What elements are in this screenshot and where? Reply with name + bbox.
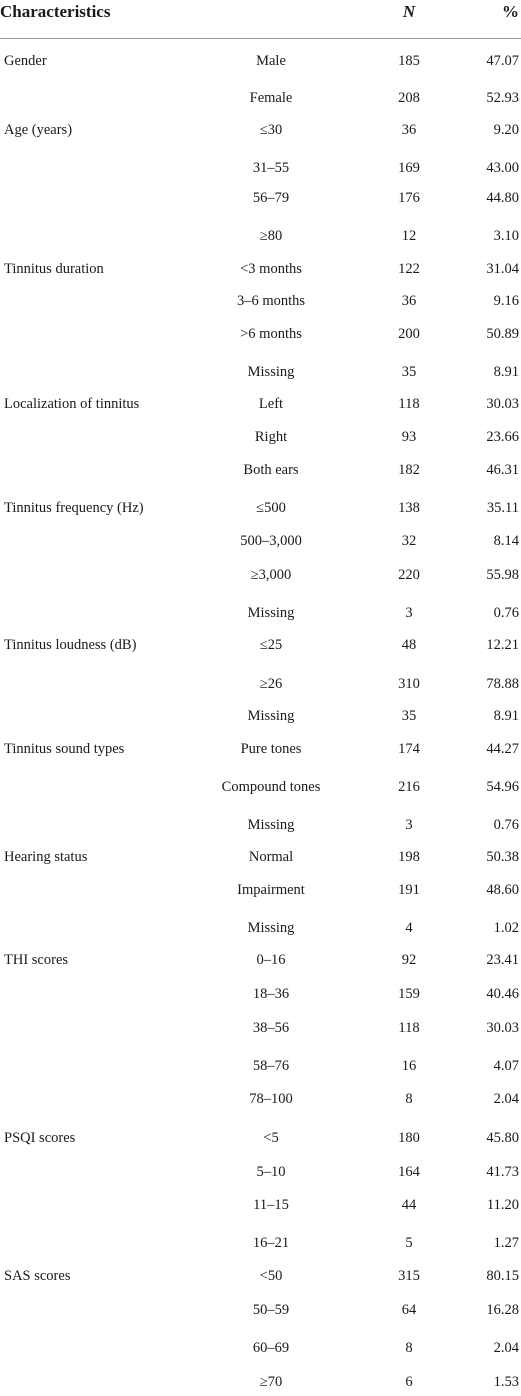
cell-category: Compound tones <box>221 779 321 795</box>
table-row <box>0 741 521 763</box>
cell-category: 18–36 <box>252 986 290 1002</box>
cell-category: 38–56 <box>252 1020 290 1036</box>
cell-n: 16 <box>401 1058 417 1074</box>
cell-category: <50 <box>259 1268 283 1284</box>
cell-n: 93 <box>401 429 417 445</box>
cell-n: 185 <box>398 53 420 69</box>
table-row <box>0 1091 521 1113</box>
table-row <box>0 1130 521 1152</box>
cell-n: 174 <box>398 741 420 757</box>
table-row <box>0 882 521 904</box>
table-row <box>0 122 521 144</box>
cell-n: 164 <box>398 1164 420 1180</box>
cell-category: >6 months <box>240 326 302 342</box>
cell-characteristic: Tinnitus loudness (dB) <box>4 637 137 653</box>
cell-category: Missing <box>247 817 295 833</box>
cell-n: 216 <box>398 779 420 795</box>
cell-n: 159 <box>398 986 420 1002</box>
header-percent: % <box>502 2 519 21</box>
cell-category: Male <box>256 53 286 69</box>
cell-category: Missing <box>247 605 295 621</box>
cell-percent: 35.11 <box>486 500 519 516</box>
cell-category: Left <box>258 396 284 412</box>
cell-percent: 41.73 <box>486 1164 519 1180</box>
cell-n: 118 <box>398 396 420 412</box>
table-row <box>0 849 521 871</box>
table-row <box>0 708 521 730</box>
cell-percent: 9.20 <box>493 122 519 138</box>
table-row <box>0 462 521 484</box>
cell-characteristic: Hearing status <box>4 849 88 865</box>
cell-percent: 12.21 <box>486 637 519 653</box>
cell-percent: 1.02 <box>493 920 519 936</box>
cell-n: 48 <box>401 637 417 653</box>
cell-percent: 2.04 <box>493 1340 519 1356</box>
cell-category: 0–16 <box>256 952 286 968</box>
cell-percent: 3.10 <box>493 228 519 244</box>
cell-category: Missing <box>247 920 295 936</box>
cell-percent: 8.91 <box>493 364 519 380</box>
cell-n: 220 <box>398 567 420 583</box>
table-row <box>0 676 521 698</box>
cell-percent: 50.38 <box>486 849 519 865</box>
table-row <box>0 1058 521 1080</box>
table-row <box>0 920 521 942</box>
cell-category: 11–15 <box>253 1197 289 1213</box>
table-row <box>0 779 521 801</box>
table-header <box>0 0 521 32</box>
cell-n: 208 <box>398 90 420 106</box>
table-row <box>0 500 521 522</box>
cell-percent: 30.03 <box>486 1020 519 1036</box>
cell-category: 500–3,000 <box>240 533 302 549</box>
cell-percent: 54.96 <box>486 779 519 795</box>
cell-percent: 80.15 <box>486 1268 519 1284</box>
cell-percent: 1.53 <box>493 1374 519 1390</box>
cell-characteristic: Tinnitus duration <box>4 261 104 277</box>
cell-percent: 0.76 <box>493 817 519 833</box>
cell-percent: 55.98 <box>486 567 519 583</box>
cell-characteristic: Localization of tinnitus <box>4 396 140 412</box>
cell-category: ≤25 <box>259 637 283 653</box>
cell-percent: 52.93 <box>486 90 519 106</box>
table-row <box>0 1340 521 1362</box>
table-row <box>0 293 521 315</box>
cell-percent: 30.03 <box>486 396 519 412</box>
cell-percent: 50.89 <box>486 326 519 342</box>
cell-characteristic: PSQI scores <box>4 1130 76 1146</box>
cell-characteristic: Tinnitus sound types <box>4 741 125 757</box>
cell-percent: 47.07 <box>486 53 519 69</box>
table-row <box>0 364 521 386</box>
cell-percent: 43.00 <box>486 160 519 176</box>
cell-n: 35 <box>401 364 417 380</box>
cell-n: 315 <box>398 1268 420 1284</box>
cell-category: 56–79 <box>252 190 290 206</box>
cell-n: 35 <box>401 708 417 724</box>
cell-category: Normal <box>248 849 294 865</box>
cell-n: 169 <box>398 160 420 176</box>
table-row <box>0 1164 521 1186</box>
table-row <box>0 605 521 627</box>
table-row <box>0 90 521 112</box>
cell-category: <3 months <box>240 261 302 277</box>
cell-n: 310 <box>398 676 420 692</box>
cell-category: ≥3,000 <box>250 567 292 583</box>
cell-percent: 31.04 <box>486 261 519 277</box>
cell-category: Impairment <box>237 882 305 898</box>
cell-category: ≤500 <box>256 500 286 516</box>
cell-category: ≥80 <box>259 228 283 244</box>
cell-category: 31–55 <box>252 160 290 176</box>
cell-n: 36 <box>401 293 417 309</box>
cell-percent: 8.14 <box>493 533 519 549</box>
table-row <box>0 637 521 659</box>
header-characteristics: Characteristics <box>0 2 111 21</box>
cell-percent: 44.80 <box>486 190 519 206</box>
cell-category: 50–59 <box>252 1302 290 1318</box>
cell-category: Female <box>249 90 293 106</box>
cell-category: 3–6 months <box>236 293 306 309</box>
cell-percent: 46.31 <box>486 462 519 478</box>
table-row <box>0 1302 521 1324</box>
cell-percent: 44.27 <box>486 741 519 757</box>
cell-category: Missing <box>247 708 295 724</box>
cell-characteristic: SAS scores <box>4 1268 71 1284</box>
cell-n: 200 <box>398 326 420 342</box>
table-row <box>0 1020 521 1042</box>
table-row <box>0 1235 521 1257</box>
cell-percent: 11.20 <box>486 1197 519 1213</box>
cell-category: Both ears <box>243 462 299 478</box>
cell-n: 3 <box>405 605 413 621</box>
header-divider <box>0 38 521 39</box>
cell-n: 32 <box>401 533 417 549</box>
cell-percent: 2.04 <box>493 1091 519 1107</box>
cell-n: 36 <box>401 122 417 138</box>
cell-category: ≥70 <box>259 1374 283 1390</box>
cell-category: 78–100 <box>249 1091 293 1107</box>
cell-percent: 4.07 <box>493 1058 519 1074</box>
cell-category: 60–69 <box>252 1340 290 1356</box>
cell-characteristic: Age (years) <box>4 122 73 138</box>
table-row <box>0 1197 521 1219</box>
cell-n: 5 <box>405 1235 413 1251</box>
table-row <box>0 190 521 212</box>
cell-n: 44 <box>401 1197 417 1213</box>
table-row <box>0 952 521 974</box>
cell-characteristic: Gender <box>4 53 47 69</box>
cell-n: 176 <box>398 190 420 206</box>
table-row <box>0 1374 521 1396</box>
cell-n: 6 <box>405 1374 413 1390</box>
cell-percent: 16.28 <box>486 1302 519 1318</box>
cell-n: 12 <box>401 228 417 244</box>
cell-percent: 78.88 <box>486 676 519 692</box>
table-row <box>0 429 521 451</box>
cell-n: 182 <box>398 462 420 478</box>
table-row <box>0 326 521 348</box>
cell-n: 4 <box>405 920 413 936</box>
cell-n: 8 <box>405 1340 413 1356</box>
cell-n: 138 <box>398 500 420 516</box>
cell-percent: 23.66 <box>486 429 519 445</box>
header-n: N <box>402 2 416 21</box>
cell-characteristic: Tinnitus frequency (Hz) <box>4 500 144 516</box>
table-row <box>0 533 521 555</box>
cell-n: 118 <box>398 1020 420 1036</box>
cell-category: ≤30 <box>259 122 283 138</box>
cell-percent: 0.76 <box>493 605 519 621</box>
cell-category: 58–76 <box>252 1058 290 1074</box>
table-row <box>0 986 521 1008</box>
cell-category: ≥26 <box>259 676 283 692</box>
table-row <box>0 396 521 418</box>
cell-n: 8 <box>405 1091 413 1107</box>
cell-n: 198 <box>398 849 420 865</box>
cell-n: 191 <box>398 882 420 898</box>
cell-n: 3 <box>405 817 413 833</box>
cell-n: 180 <box>398 1130 420 1146</box>
table-row <box>0 817 521 839</box>
cell-category: Missing <box>247 364 295 380</box>
cell-category: Pure tones <box>240 741 302 757</box>
table-row <box>0 53 521 75</box>
cell-percent: 40.46 <box>486 986 519 1002</box>
table-row <box>0 228 521 250</box>
cell-characteristic: THI scores <box>4 952 69 968</box>
table-row <box>0 567 521 589</box>
cell-n: 64 <box>401 1302 417 1318</box>
cell-percent: 48.60 <box>486 882 519 898</box>
table-row <box>0 1268 521 1290</box>
table-row <box>0 160 521 182</box>
cell-category: 5–10 <box>256 1164 286 1180</box>
cell-n: 122 <box>398 261 420 277</box>
cell-percent: 23.41 <box>486 952 519 968</box>
cell-percent: 8.91 <box>493 708 519 724</box>
cell-category: <5 <box>263 1130 279 1146</box>
cell-category: 16–21 <box>252 1235 290 1251</box>
cell-percent: 1.27 <box>493 1235 519 1251</box>
cell-category: Right <box>254 429 288 445</box>
cell-n: 92 <box>401 952 417 968</box>
table-row <box>0 261 521 283</box>
cell-percent: 9.16 <box>493 293 519 309</box>
cell-percent: 45.80 <box>486 1130 519 1146</box>
